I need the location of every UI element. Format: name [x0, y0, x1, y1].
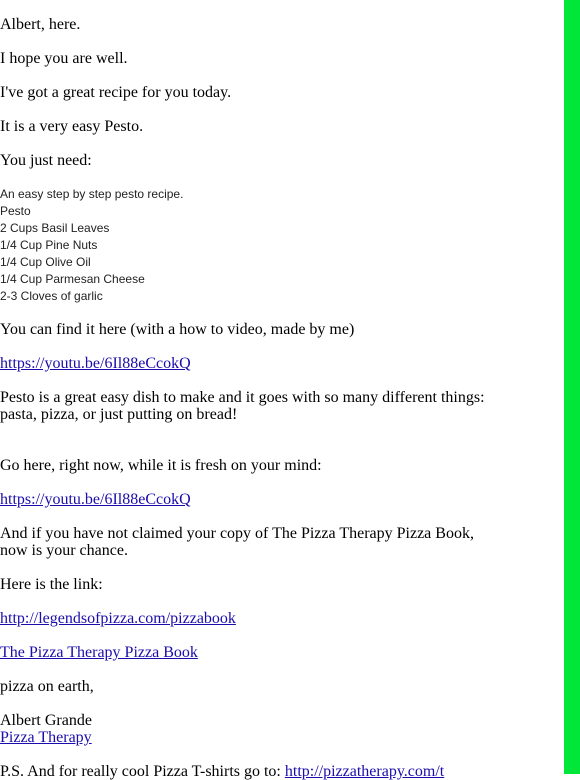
recipe-intro-text: I've got a great recipe for you today. — [0, 84, 232, 101]
ps-link[interactable]: http://pizzatherapy.com/t — [284, 763, 445, 780]
book-title-line — [0, 644, 198, 661]
list-item: 1/4 Cup Parmesan Cheese — [0, 272, 145, 286]
book-title-link[interactable]: The Pizza Therapy Pizza Book — [0, 644, 198, 661]
sidebar-strip — [564, 0, 580, 774]
book-url-line — [0, 610, 236, 627]
video-link-2-line — [0, 491, 191, 508]
ps-text: P.S. And for really cool Pizza T-shirts go to: — [0, 763, 285, 780]
find-it-text: You can find it here (with a how to video, made by me) — [0, 321, 355, 338]
list-item: 1/4 Cup Pine Nuts — [0, 238, 98, 252]
go-here-text: Go here, right now, while it is fresh on your mind: — [0, 457, 322, 474]
hope-text: I hope you are well. — [0, 50, 128, 67]
pesto-desc-line-1: Pesto is a great easy dish to make and it goes with so many different things: — [0, 389, 485, 406]
signoff-text: pizza on earth, — [0, 678, 94, 695]
claim-line-1: And if you have not claimed your copy of The Pizza Therapy Pizza Book, — [0, 525, 474, 542]
easy-text: It is a very easy Pesto. — [0, 118, 144, 135]
greeting-text: Albert, here. — [0, 16, 81, 33]
book-url-link[interactable]: http://legendsofpizza.com/pizzabook — [0, 610, 236, 627]
video-link-1[interactable]: https://youtu.be/6Il88eCcokQ — [0, 355, 191, 372]
signature-name: Albert Grande — [0, 712, 92, 729]
list-item: Pesto — [0, 204, 31, 218]
pesto-desc-line-2: pasta, pizza, or just putting on bread! — [0, 406, 238, 423]
list-item: An easy step by step pesto recipe. — [0, 187, 184, 201]
video-link-1-line — [0, 355, 191, 372]
signature-link[interactable]: Pizza Therapy — [0, 729, 92, 746]
ps-line — [0, 763, 444, 780]
here-link-text: Here is the link: — [0, 576, 103, 593]
list-item: 2 Cups Basil Leaves — [0, 221, 110, 235]
signature-link-line — [0, 729, 92, 746]
list-item: 1/4 Cup Olive Oil — [0, 255, 91, 269]
list-item: 2-3 Cloves of garlic — [0, 289, 103, 303]
video-link-2[interactable]: https://youtu.be/6Il88eCcokQ — [0, 491, 191, 508]
need-text: You just need: — [0, 152, 92, 169]
ingredient-list — [0, 186, 183, 305]
claim-line-2: now is your chance. — [0, 542, 128, 559]
